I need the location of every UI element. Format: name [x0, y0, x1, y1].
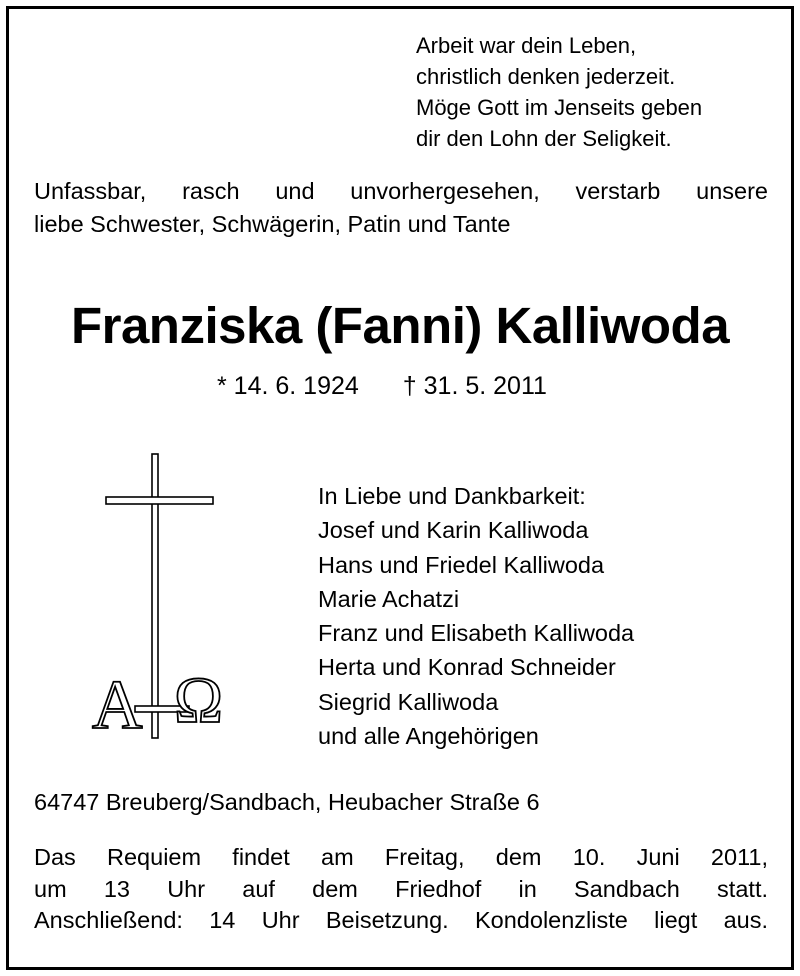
- mourners-list: [318, 479, 634, 753]
- mourner-entry: Hans und Friedel Kalliwoda: [318, 551, 605, 578]
- verse-line: Arbeit war dein Leben,: [416, 33, 637, 58]
- funeral-notice: [34, 842, 768, 937]
- death-date: † 31. 5. 2011: [402, 372, 547, 400]
- verse-line: dir den Lohn der Seligkeit.: [416, 126, 672, 151]
- mourner-entry: Herta und Konrad Schneider: [318, 654, 616, 681]
- deceased-name: Franziska (Fanni) Kalliwoda: [70, 297, 730, 354]
- mourner-entry: und alle Angehörigen: [318, 723, 539, 750]
- cross-alpha-omega-icon: [90, 452, 240, 742]
- notice-line: Anschließend: 14 Uhr Beisetzung. Kondolenzliste liegt aus.: [34, 907, 768, 933]
- memorial-verse: [416, 30, 702, 154]
- mourner-entry: Siegrid Kalliwoda: [318, 688, 499, 715]
- verse-line: christlich denken jederzeit.: [416, 64, 676, 89]
- birth-date: * 14. 6. 1924: [217, 372, 359, 400]
- intro-line: Unfassbar, rasch und unvorhergesehen, verstarb unsere: [34, 178, 768, 204]
- alpha-glyph: A: [92, 667, 143, 742]
- notice-line: Das Requiem findet am Freitag, dem 10. Juni 2011,: [34, 844, 768, 870]
- mourner-entry: Franz und Elisabeth Kalliwoda: [318, 620, 635, 647]
- mourners-heading: In Liebe und Dankbarkeit:: [318, 483, 586, 509]
- intro-text: [34, 175, 768, 241]
- notice-line: um 13 Uhr auf dem Friedhof in Sandbach statt.: [34, 875, 768, 902]
- family-address: 64747 Breuberg/Sandbach, Heubacher Straße 6: [34, 789, 540, 815]
- mourner-entry: Marie Achatzi: [318, 585, 460, 612]
- verse-line: Möge Gott im Jenseits geben: [416, 95, 703, 120]
- omega-glyph: Ω: [174, 664, 224, 737]
- intro-line: liebe Schwester, Schwägerin, Patin und Tante: [34, 211, 511, 237]
- mourner-entry: Josef und Karin Kalliwoda: [318, 517, 589, 544]
- cross-horizontal-beam: [106, 497, 213, 504]
- life-dates: [217, 372, 547, 401]
